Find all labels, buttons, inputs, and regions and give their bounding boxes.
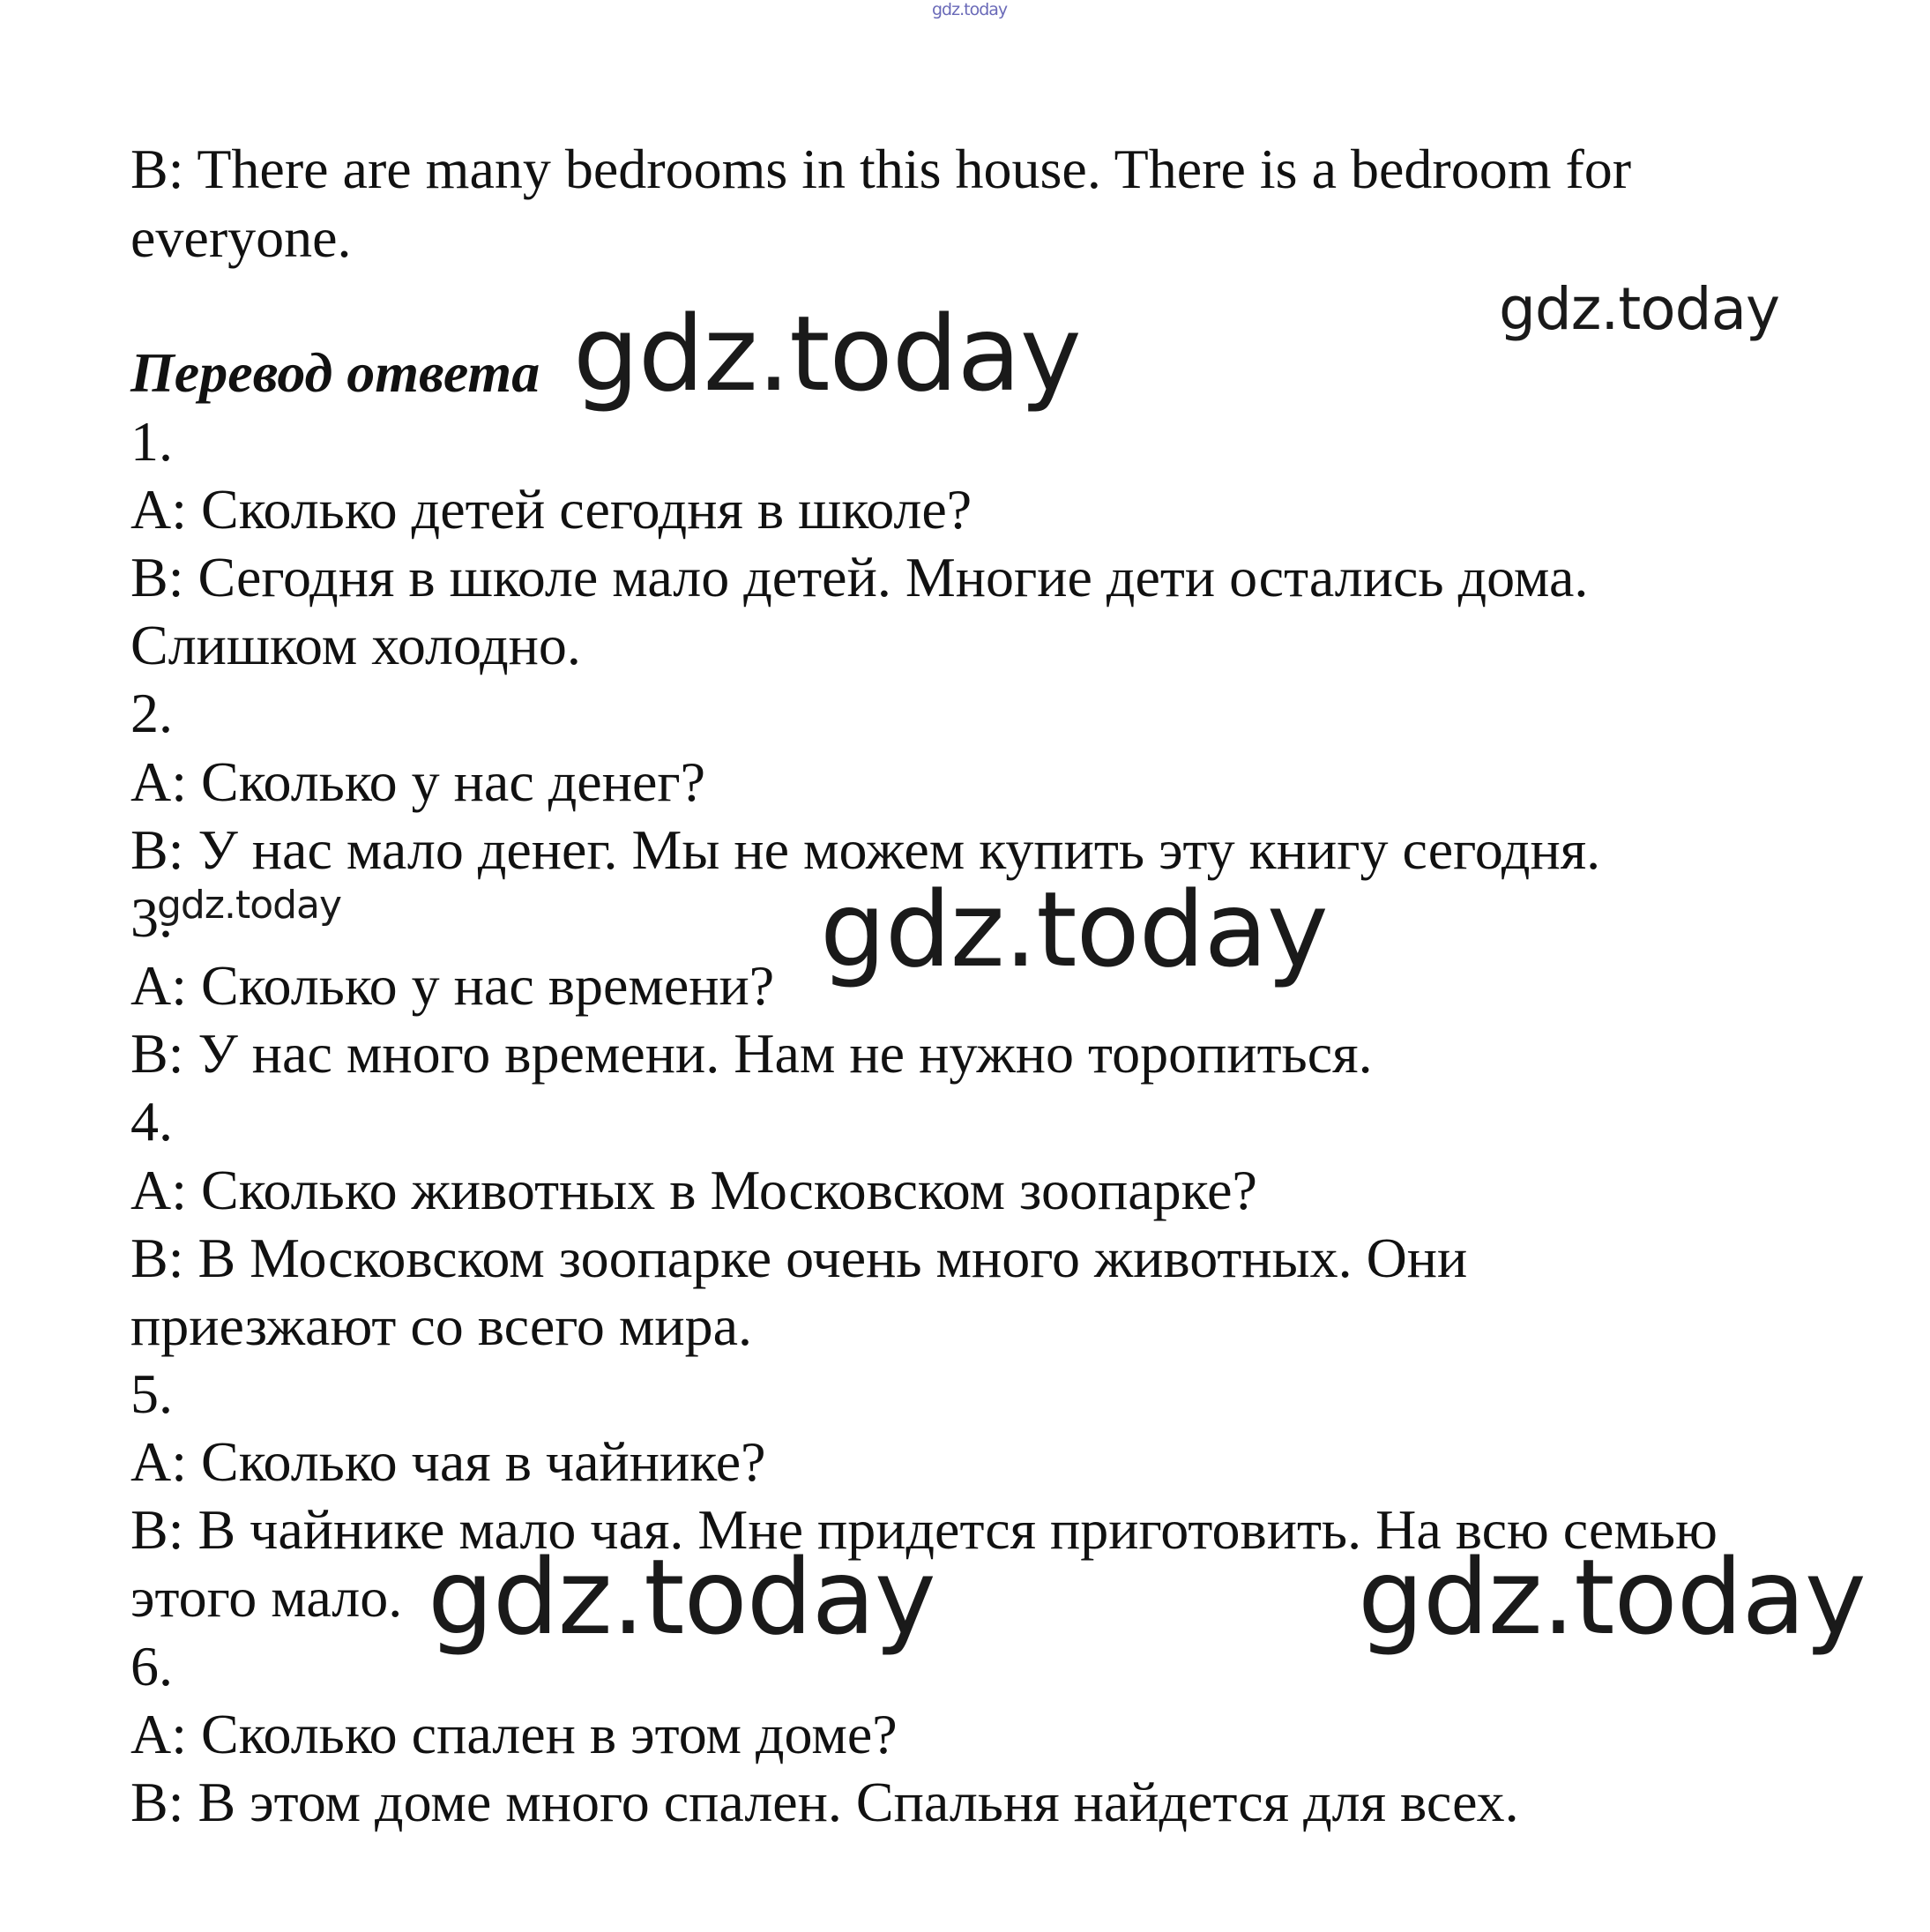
item-2-answer-line-1: В: У нас мало денег. Мы не можем купить эту книгу сегодня. [130, 818, 1601, 881]
watermark-small: gdz.today [157, 883, 342, 928]
watermark-top: gdz.today [932, 0, 1008, 19]
watermark-right-upper: gdz.today [1499, 275, 1780, 343]
watermark-bottom-right: gdz.today [1358, 1536, 1866, 1658]
section-heading: Перевод ответа [130, 341, 540, 404]
item-1-answer-line-1: В: Сегодня в школе мало детей. Многие дети остались дома. [130, 546, 1589, 608]
item-6-answer-line-1: В: В этом доме много спален. Спальня найдется для всех. [130, 1771, 1519, 1833]
item-4-answer-line-1: В: В Московском зоопарке очень много животных. Они [130, 1227, 1468, 1289]
item-4-answer-line-2: приезжают со всего мира. [130, 1294, 753, 1357]
item-5-question: А: Сколько чая в чайнике? [130, 1430, 766, 1493]
item-3-number: 3. [130, 886, 173, 949]
item-1-question: А: Сколько детей сегодня в школе? [130, 478, 972, 541]
item-3-question: А: Сколько у нас времени? [130, 954, 775, 1017]
item-5-answer-line-1: В: В чайнике мало чая. Мне придется приготовить. На всю семью [130, 1498, 1718, 1561]
watermark-bottom-left: gdz.today [428, 1536, 935, 1658]
item-2-question: А: Сколько у нас денег? [130, 750, 705, 813]
watermark-heading: gdz.today [573, 293, 1081, 414]
item-6-question: А: Сколько спален в этом доме? [130, 1703, 898, 1765]
watermark-center: gdz.today [820, 869, 1328, 990]
item-5-number: 5. [130, 1362, 173, 1425]
item-3-answer-line-1: В: У нас много времени. Нам не нужно торопиться. [130, 1022, 1373, 1085]
intro-line-1: B: There are many bedrooms in this house. There is a bedroom for [130, 138, 1632, 200]
item-1-number: 1. [130, 410, 173, 473]
intro-line-2: everyone. [130, 206, 352, 269]
item-2-number: 2. [130, 682, 173, 744]
item-4-number: 4. [130, 1090, 173, 1152]
item-6-number: 6. [130, 1635, 173, 1697]
item-1-answer-line-2: Слишком холодно. [130, 614, 581, 676]
item-4-question: А: Сколько животных в Московском зоопарке? [130, 1159, 1257, 1221]
item-5-answer-line-2: этого мало. [130, 1566, 403, 1629]
